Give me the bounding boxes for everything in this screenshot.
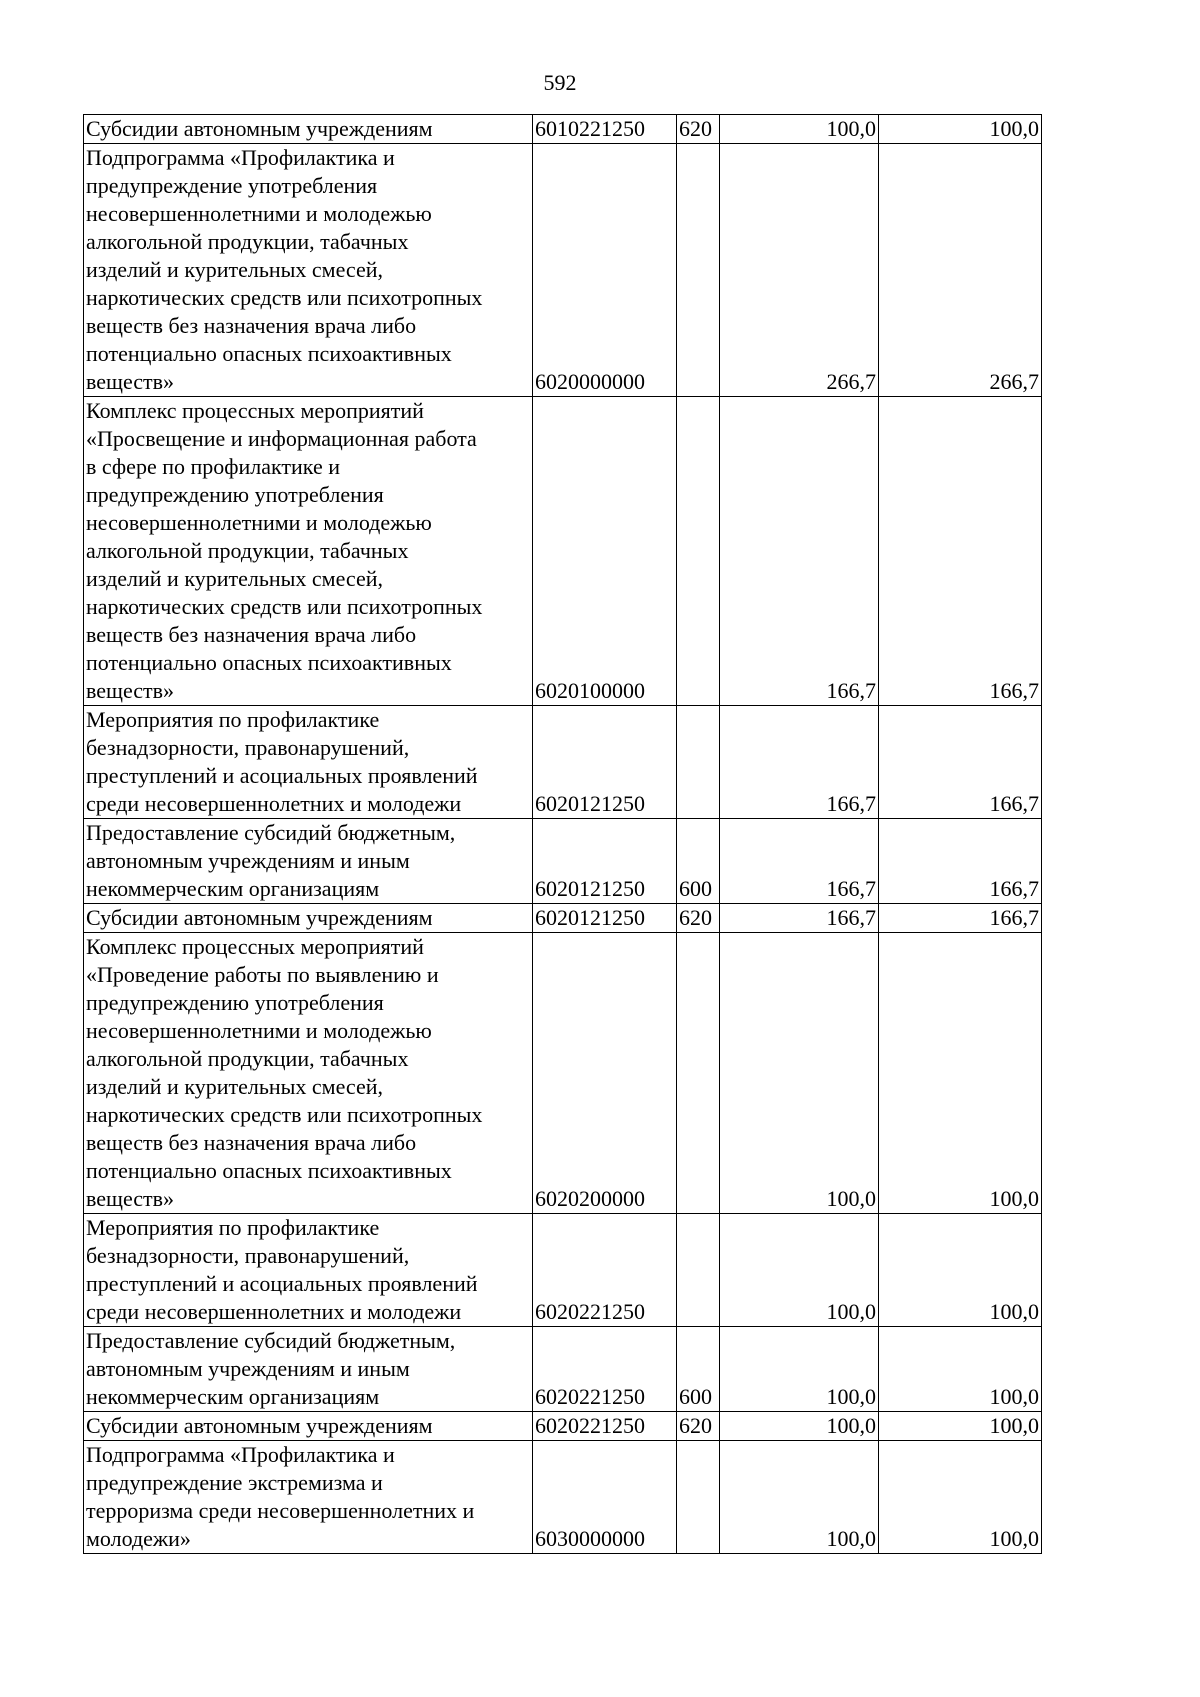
row-expense-type [677,933,720,1214]
row-code: 6020100000 [533,397,677,706]
row-name: Предоставление субсидий бюджетным, автономным учреждениям и иным некоммерческим организациям [84,1327,533,1412]
budget-table [83,114,1042,1554]
row-name: Субсидии автономным учреждениям [84,1412,533,1441]
row-value-2: 100,0 [879,1327,1042,1412]
row-code: 6020121250 [533,819,677,904]
row-name: Подпрограмма «Профилактика и предупреждение употребления несовершеннолетними и молодежью алкогольной продукции, табачных изделий и курительных смесей, наркотических средств или психотропных веществ без назначения врача либо потенциально опасных психоактивных веществ» [84,144,533,397]
row-code: 6020221250 [533,1412,677,1441]
row-value-1: 100,0 [720,115,879,144]
row-code: 6030000000 [533,1441,677,1554]
row-expense-type: 600 [677,1327,720,1412]
row-value-1: 266,7 [720,144,879,397]
row-expense-type [677,1214,720,1327]
row-value-2: 100,0 [879,933,1042,1214]
table-row [84,1441,1042,1554]
row-value-2: 166,7 [879,706,1042,819]
row-value-2: 166,7 [879,819,1042,904]
page-number: 592 [543,70,577,95]
row-expense-type [677,397,720,706]
row-code: 6010221250 [533,115,677,144]
row-expense-type: 600 [677,819,720,904]
row-expense-type [677,706,720,819]
row-code: 6020221250 [533,1327,677,1412]
row-expense-type: 620 [677,904,720,933]
table-row [84,904,1042,933]
row-value-1: 166,7 [720,819,879,904]
row-value-2: 266,7 [879,144,1042,397]
row-code: 6020121250 [533,706,677,819]
row-name: Комплекс процессных мероприятий «Проведение работы по выявлению и предупреждению употребления несовершеннолетними и молодежью алкогольной продукции, табачных изделий и курительных смесей, наркотических средств или психотропных веществ без назначения врача либо потенциально опасных психоактивных веществ» [84,933,533,1214]
row-value-2: 166,7 [879,397,1042,706]
row-value-1: 100,0 [720,1441,879,1554]
row-name: Субсидии автономным учреждениям [84,904,533,933]
row-value-1: 166,7 [720,706,879,819]
row-name: Субсидии автономным учреждениям [84,115,533,144]
row-value-1: 100,0 [720,1327,879,1412]
row-name: Комплекс процессных мероприятий «Просвещение и информационная работа в сфере по профилактике и предупреждению употребления несовершеннолетними и молодежью алкогольной продукции, табачных изделий и курительных смесей, наркотических средств или психотропных веществ без назначения врача либо потенциально опасных психоактивных веществ» [84,397,533,706]
row-value-1: 100,0 [720,1214,879,1327]
table-row [84,1327,1042,1412]
row-code: 6020121250 [533,904,677,933]
table-row [84,144,1042,397]
row-value-2: 100,0 [879,1441,1042,1554]
row-value-1: 166,7 [720,904,879,933]
budget-table-body [84,115,1042,1554]
row-value-1: 166,7 [720,397,879,706]
table-row [84,397,1042,706]
row-name: Мероприятия по профилактике безнадзорности, правонарушений, преступлений и асоциальных проявлений среди несовершеннолетних и молодежи [84,706,533,819]
table-row [84,819,1042,904]
row-expense-type [677,1441,720,1554]
row-value-1: 100,0 [720,1412,879,1441]
row-value-2: 100,0 [879,1214,1042,1327]
table-row [84,706,1042,819]
row-code: 6020200000 [533,933,677,1214]
table-row [84,1412,1042,1441]
row-value-2: 166,7 [879,904,1042,933]
row-value-2: 100,0 [879,115,1042,144]
row-value-2: 100,0 [879,1412,1042,1441]
row-code: 6020000000 [533,144,677,397]
row-expense-type: 620 [677,1412,720,1441]
row-name: Предоставление субсидий бюджетным, автономным учреждениям и иным некоммерческим организациям [84,819,533,904]
row-name: Мероприятия по профилактике безнадзорности, правонарушений, преступлений и асоциальных проявлений среди несовершеннолетних и молодежи [84,1214,533,1327]
table-row [84,933,1042,1214]
table-row [84,1214,1042,1327]
table-row [84,115,1042,144]
row-code: 6020221250 [533,1214,677,1327]
row-value-1: 100,0 [720,933,879,1214]
row-expense-type: 620 [677,115,720,144]
row-expense-type [677,144,720,397]
row-name: Подпрограмма «Профилактика и предупреждение экстремизма и терроризма среди несовершеннолетних и молодежи» [84,1441,533,1554]
